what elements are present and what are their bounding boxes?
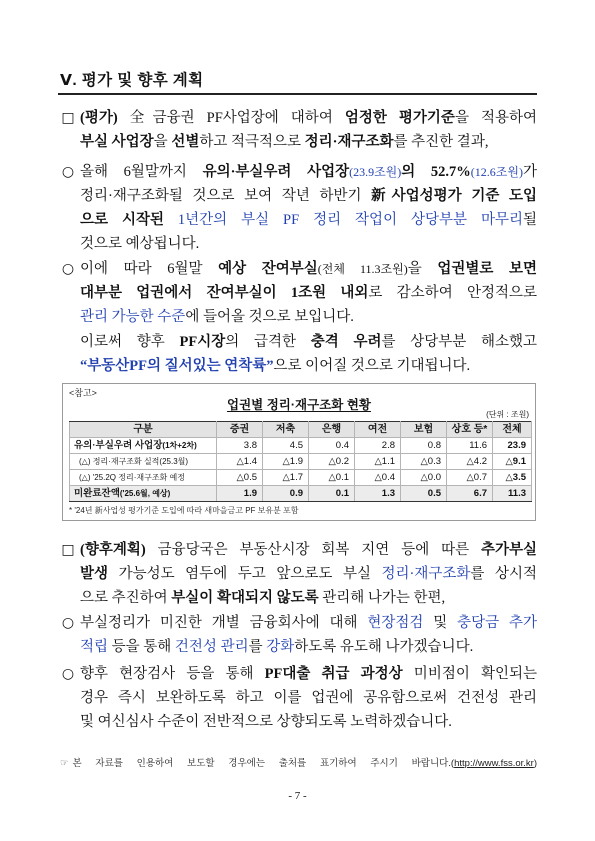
col-header: 상호 등* [447, 422, 493, 438]
citation-notice [60, 755, 537, 773]
body-text: 全금융권 PF사업장에 대하여 [117, 110, 345, 126]
page-number: - 7 - [288, 790, 307, 802]
paragraph-text [80, 106, 537, 154]
body-text: (전체 11.3조원) [317, 262, 408, 276]
square-bullet-icon: □ [61, 542, 75, 558]
table-row [70, 470, 532, 486]
table-cell: △1.9 [263, 454, 309, 470]
table-cell: △0.0 [401, 470, 447, 486]
col-header: 보험 [401, 422, 447, 438]
table-cell: △1.4 [217, 454, 263, 470]
table-cell: △0.2 [309, 454, 355, 470]
body-text: 를 상시적 [470, 566, 537, 582]
body-text: 것으로 예상됩니다. [80, 236, 200, 252]
emphasis-bold-text: 新사업성평가 기준 도입 [371, 188, 537, 204]
emphasis-bold-text: (평가) [80, 110, 118, 126]
table-cell: △0.7 [447, 470, 493, 486]
emphasis-bold-text: 선별 [171, 134, 200, 150]
col-header: 여전 [355, 422, 401, 438]
table-cell: △0.1 [309, 470, 355, 486]
text-line [80, 635, 537, 659]
body-text: 가능성도 염두에 두고 앞으로도 부실 [108, 566, 382, 582]
emphasis-blue-text: (23.9조원) [349, 165, 402, 179]
text-line [80, 208, 537, 232]
body-text: 로 감소하여 안정적으로 [368, 285, 537, 301]
text-line [80, 354, 537, 378]
paragraph-text [80, 538, 537, 610]
citation-text-end: ) [533, 758, 537, 769]
row-label [70, 454, 217, 470]
table-row [70, 438, 532, 454]
row-label [70, 486, 217, 502]
text-line [80, 662, 537, 686]
row-label-note: (1차+2차) [162, 440, 197, 450]
emphasis-bold-text: 부실 사업장 [80, 134, 154, 150]
col-header: 전체 [493, 422, 532, 438]
emphasis-blue-text: 건전성 관리 [174, 639, 249, 655]
col-header: 저축 [263, 422, 309, 438]
text-line [80, 686, 537, 710]
text-line [80, 305, 537, 329]
emphasis-bold-text: 부실이 확대되지 않도록 [171, 590, 319, 606]
emphasis-bold-text: 발생 [80, 566, 109, 582]
paragraph-text [80, 611, 537, 659]
emphasis-blue-text: (12.6조원) [470, 165, 523, 179]
residual-bullet [58, 257, 537, 329]
emphasis-bold-text: PF대출 취급 과정상 [264, 666, 403, 682]
emphasis-bold-text: 충격 우려 [310, 334, 382, 350]
table-cell: 0.1 [309, 486, 355, 502]
table-cell: 2.8 [355, 438, 401, 454]
table-row [70, 454, 532, 470]
evaluation-paragraph [58, 106, 537, 154]
emphasis-blue-text: 적립 [80, 639, 109, 655]
body-text: 될 [522, 212, 537, 228]
table-cell: △1.1 [355, 454, 401, 470]
heading-rule [58, 93, 537, 95]
table-header-row [70, 422, 532, 438]
table-cell: 11.3 [493, 486, 532, 502]
paragraph-text [80, 330, 537, 378]
table-cell: 0.4 [309, 438, 355, 454]
square-bullet-icon: □ [61, 110, 75, 126]
body-text: 가 [522, 164, 537, 180]
table-cell: 6.7 [447, 486, 493, 502]
reference-tag: <참고> [69, 388, 97, 398]
col-header-category: 구분 [70, 422, 217, 438]
emphasis-bold-text: 으로 시작된 [80, 212, 178, 228]
row-label [70, 470, 217, 486]
progress-bullet [58, 160, 537, 256]
table-cell: 4.5 [263, 438, 309, 454]
table-cell: △3.5 [493, 470, 532, 486]
body-text: 하고 적극적으로 [199, 134, 305, 150]
text-line [80, 611, 537, 635]
body-text: 관리해 나가는 한편, [318, 590, 446, 606]
table-cell: △0.3 [401, 454, 447, 470]
body-text: 을 [153, 134, 172, 150]
text-line [80, 562, 537, 586]
paragraph-text [80, 662, 537, 734]
table-cell: 1.9 [217, 486, 263, 502]
text-line [80, 281, 537, 305]
row-label [70, 438, 217, 454]
emphasis-bold-text: 예상 잔여부실 [218, 261, 318, 277]
emphasis-bold-text: 정리·재구조화 [304, 134, 394, 150]
fss-website-link[interactable]: http://www.fss.or.kr [454, 758, 534, 769]
body-text: 금융당국은 부동산시장 회복 지연 등에 따른 [145, 542, 481, 558]
pointing-hand-icon: ☞ [60, 758, 69, 769]
body-text: 미비점이 확인되는 [402, 666, 537, 682]
body-text: 를 추진한 결과, [393, 134, 489, 150]
row-label-note: ('25.6월, 예상) [119, 488, 171, 498]
body-text: 경우 즉시 보완하도록 하고 이를 업권에 공유함으로써 건전성 관리 [80, 690, 537, 706]
body-text: 하도록 유도해 나가겠습니다. [294, 639, 474, 655]
body-text: 을 [407, 261, 438, 277]
emphasis-bold-text: 추가부실 [480, 542, 537, 558]
body-text: 이에 따라 6월말 [80, 261, 219, 277]
body-text: 정리·재구조화될 것으로 보여 작년 하반기 [80, 188, 372, 204]
paragraph-text [80, 257, 537, 329]
text-line [80, 184, 537, 208]
emphasis-bold-text: 의 52.7% [401, 164, 471, 180]
table-cell: 3.8 [217, 438, 263, 454]
text-line [80, 710, 537, 734]
table-cell: 11.6 [447, 438, 493, 454]
inspection-bullet [58, 611, 537, 659]
emphasis-blue-text: 강화 [266, 639, 295, 655]
improvement-bullet [58, 662, 537, 734]
section-heading: Ⅴ. 평가 및 향후 계획 [60, 72, 204, 89]
reference-title: 업권별 정리·재구조화 현황 [227, 398, 371, 412]
conclusion-paragraph [58, 330, 537, 378]
table-cell: △0.5 [217, 470, 263, 486]
table-body [70, 438, 532, 502]
circle-bullet-icon: ○ [61, 666, 75, 682]
body-text: 등을 통해 [108, 639, 175, 655]
emphasis-bold-text: 엄정한 평가기준 [344, 110, 455, 126]
row-label-text: 미완료잔액 [74, 487, 120, 499]
text-line [80, 538, 537, 562]
body-text: 부실정리가 미진한 개별 금융회사에 대해 [80, 615, 368, 631]
col-header: 은행 [309, 422, 355, 438]
circle-bullet-icon: ○ [61, 164, 75, 180]
text-line [80, 330, 537, 354]
paragraph-text [80, 160, 537, 256]
emphasis-blue-text: 현장점검 [367, 615, 424, 631]
row-label-note: (25.3월) [159, 456, 189, 466]
body-text: 의 급격한 [225, 334, 311, 350]
restructuring-table [69, 421, 532, 502]
text-line [80, 106, 537, 130]
emphasis-blue-text: 1년간의 부실 PF 정리 작업이 상당부분 마무리 [177, 212, 523, 228]
circle-bullet-icon: ○ [61, 615, 75, 631]
table-cell: 1.3 [355, 486, 401, 502]
table-cell: △1.7 [263, 470, 309, 486]
circle-bullet-icon: ○ [61, 261, 75, 277]
body-text: 을 적용하여 [454, 110, 537, 126]
reference-unit: (단위 : 조원) [486, 410, 529, 419]
table-cell: △4.2 [447, 454, 493, 470]
future-plan-paragraph [58, 538, 537, 610]
table-cell: △0.4 [355, 470, 401, 486]
body-text: 및 [423, 615, 458, 631]
reference-box [62, 383, 536, 521]
col-header: 증권 [217, 422, 263, 438]
row-label-text: (△) '25.2Q 정리·재구조화 예정 [79, 472, 185, 482]
text-line [80, 130, 537, 154]
emphasis-blue-text: 정리·재구조화 [381, 566, 471, 582]
row-label-text: (△) 정리·재구조화 실적 [79, 456, 160, 466]
emphasis-bold-text: (향후계획) [80, 542, 146, 558]
body-text: 를 [248, 639, 267, 655]
reference-footnote: * '24년 新사업성 평가기준 도입에 따라 새마을금고 PF 보유분 포함 [69, 506, 299, 515]
text-line [80, 257, 537, 281]
emphasis-bold-text: 유의·부실우려 사업장 [202, 164, 350, 180]
emphasis-bold-text: 업권별로 보면 [437, 261, 537, 277]
body-text: 및 여신심사 수준이 전반적으로 상향되도록 노력하겠습니다. [80, 714, 452, 730]
body-text: 으로 이어질 것으로 기대됩니다. [273, 358, 471, 374]
emphasis-blue-text: “부동산PF의 질서있는 연착륙” [80, 358, 274, 374]
table-cell: 0.9 [263, 486, 309, 502]
body-text: 올해 6월말까지 [80, 164, 203, 180]
body-text: 이로써 향후 [80, 334, 180, 350]
text-line [80, 160, 537, 184]
body-text: 에 들어올 것으로 보입니다. [185, 309, 354, 325]
emphasis-blue-text: 충당금 추가 [457, 615, 537, 631]
row-label-text: 유의·부실우려 사업장 [74, 439, 163, 451]
text-line [80, 232, 537, 256]
citation-text: 본 자료를 인용하여 보도할 경우에는 출처를 표기하여 주시기 바랍니다.( [72, 758, 455, 769]
text-line [80, 586, 537, 610]
table-cell: 23.9 [493, 438, 532, 454]
emphasis-bold-text: 대부분 업권에서 잔여부실이 1조원 내외 [80, 285, 369, 301]
body-text: 향후 현장검사 등을 통해 [80, 666, 265, 682]
emphasis-bold-text: PF시장 [179, 334, 226, 350]
table-cell: 0.8 [401, 438, 447, 454]
body-text: 를 상당부분 해소했고 [381, 334, 537, 350]
table-cell: 0.5 [401, 486, 447, 502]
table-cell: △9.1 [493, 454, 532, 470]
table-row [70, 486, 532, 502]
emphasis-blue-text: 관리 가능한 수준 [80, 309, 186, 325]
body-text: 으로 추진하여 [80, 590, 172, 606]
